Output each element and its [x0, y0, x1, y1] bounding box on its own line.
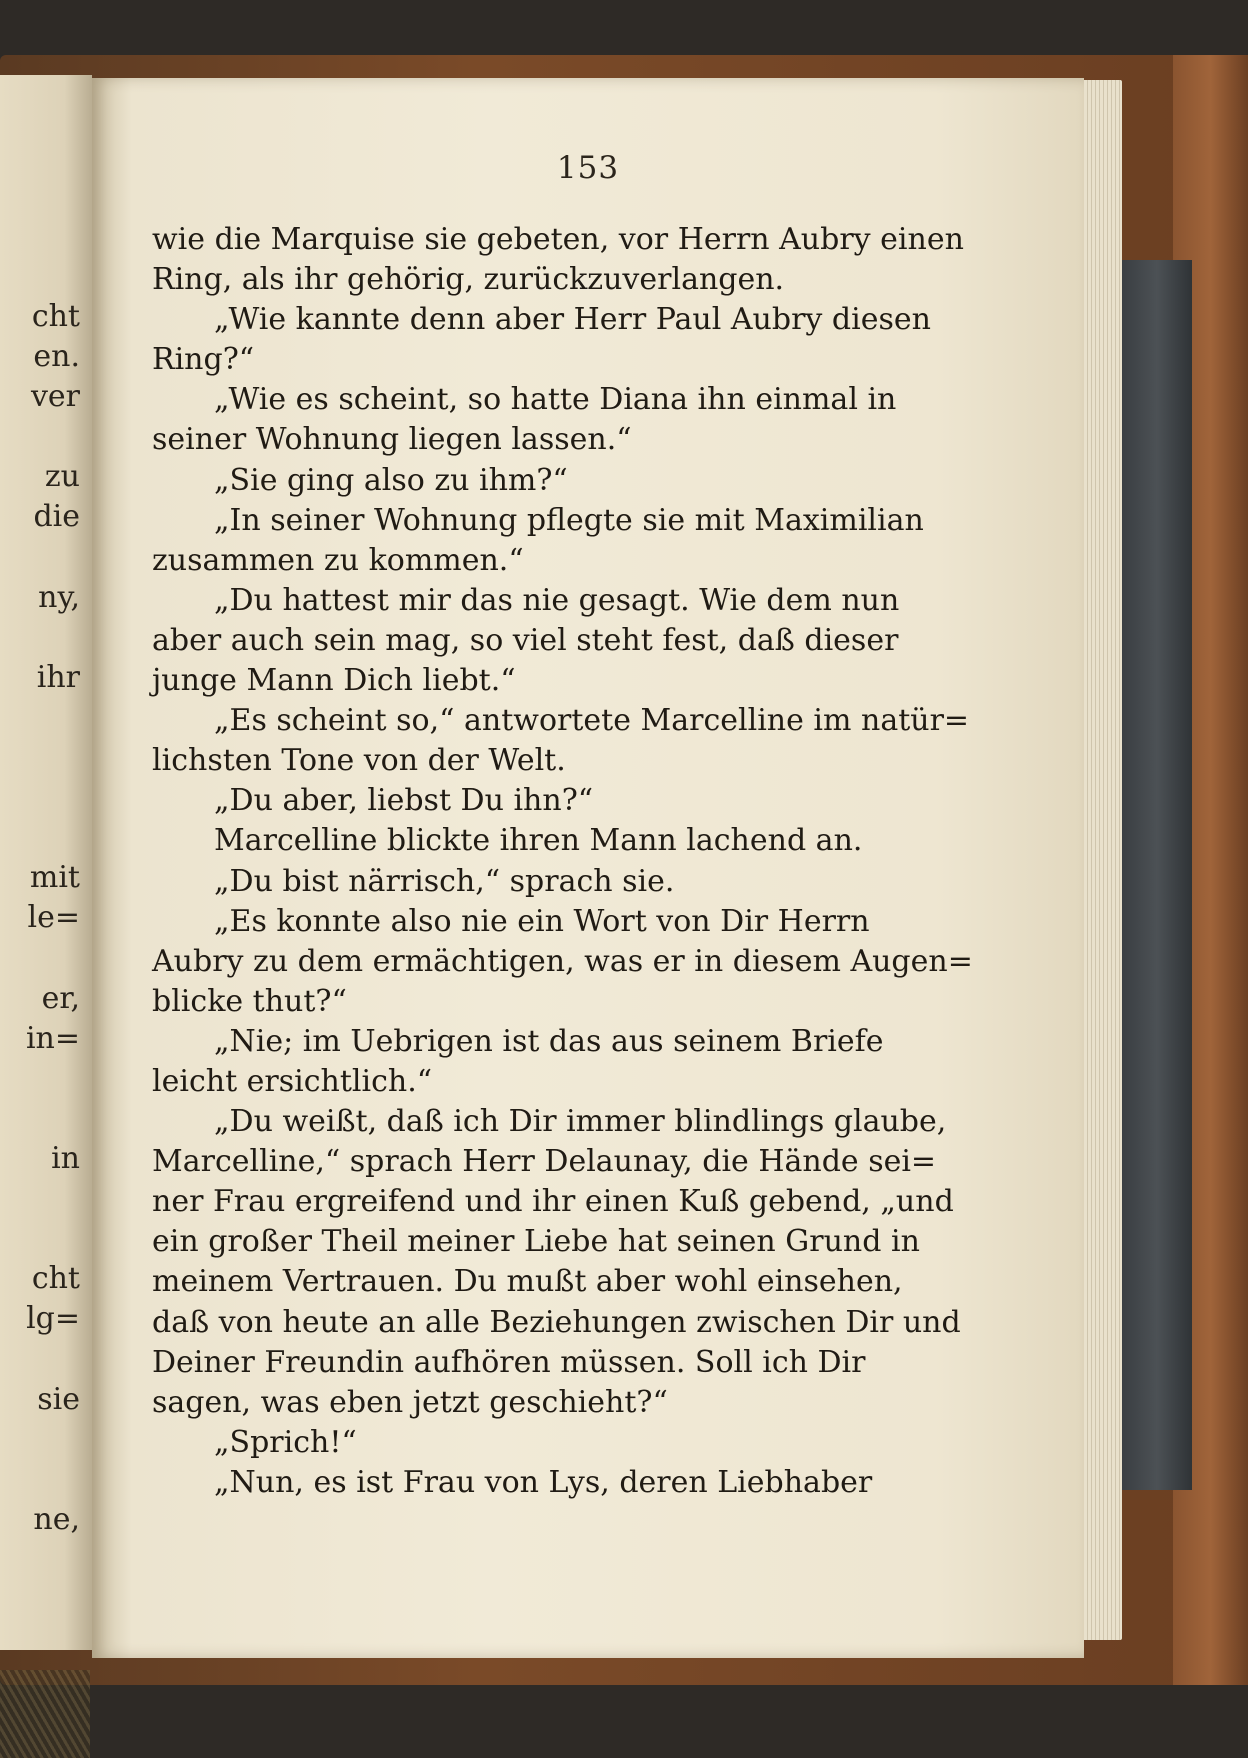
previous-page-fragment: ihr	[36, 659, 80, 695]
previous-page-fragment	[0, 1099, 80, 1139]
text-line: „Sprich!“	[214, 1424, 357, 1460]
previous-page-fragment: zu	[44, 459, 80, 495]
text-line: daß von heute an alle Beziehungen zwischen Dir und	[152, 1304, 961, 1340]
text-line: „In seiner Wohnung pflegte sie mit Maximilian	[214, 502, 924, 538]
text-line: sagen, was eben jetzt geschieht?“	[152, 1384, 668, 1420]
text-line: „Nie; im Uebrigen ist das aus seinem Briefe	[214, 1023, 884, 1059]
previous-page-text	[0, 297, 80, 1540]
previous-page-fragment	[0, 818, 80, 858]
book-page	[92, 78, 1084, 1658]
previous-page-fragment	[0, 939, 80, 979]
previous-page-fragment	[0, 618, 80, 658]
previous-page-fragment: sie	[37, 1381, 80, 1417]
previous-page-fragment	[0, 1219, 80, 1259]
previous-page-fragment: ny,	[38, 579, 80, 615]
previous-page-fragment: ne,	[33, 1501, 80, 1537]
previous-page-fragment	[0, 538, 80, 578]
previous-page-fragment	[0, 778, 80, 818]
previous-page-fragment	[0, 1339, 80, 1379]
previous-page-fragment	[0, 698, 80, 738]
page-number: 153	[556, 150, 620, 186]
previous-page-fragment: er,	[41, 980, 80, 1016]
previous-page-fragment: le=	[27, 900, 80, 936]
text-line: Marcelline,“ sprach Herr Delaunay, die Hände sei=	[152, 1144, 937, 1180]
text-line: wie die Marquise sie gebeten, vor Herrn Aubry einen	[152, 222, 964, 257]
text-line: „Du aber, liebst Du ihn?“	[214, 783, 594, 819]
previous-page-fragment: cht	[31, 1261, 80, 1297]
previous-page-fragment	[0, 1420, 80, 1460]
previous-page-fragment: in=	[25, 1020, 80, 1056]
text-line: „Es scheint so,“ antwortete Marcelline im natür=	[214, 703, 970, 739]
text-line: „Du hattest mir das nie gesagt. Wie dem nun	[214, 582, 900, 618]
text-line: Marcelline blickte ihren Mann lachend an.	[214, 823, 863, 859]
previous-page-fragment: mit	[29, 860, 80, 896]
previous-page-fragment	[0, 1460, 80, 1500]
text-line: aber auch sein mag, so viel steht fest, daß dieser	[152, 622, 899, 658]
previous-page-fragment: in	[51, 1140, 80, 1176]
previous-page-fragment: en.	[33, 339, 80, 375]
cover-marbled-panel	[1122, 260, 1192, 1490]
previous-page	[0, 75, 92, 1650]
text-line: ein großer Theil meiner Liebe hat seinen Grund in	[152, 1224, 920, 1260]
text-line: „Es konnte also nie ein Wort von Dir Herrn	[214, 903, 870, 939]
text-line: zusammen zu kommen.“	[152, 542, 524, 578]
text-line: „Nun, es ist Frau von Lys, deren Liebhaber	[214, 1464, 873, 1500]
text-line: lichsten Tone von der Welt.	[152, 743, 566, 779]
text-line: blicke thut?“	[152, 983, 347, 1019]
previous-page-fragment	[0, 1059, 80, 1099]
previous-page-fragment: ver	[30, 379, 80, 415]
previous-page-fragment: die	[33, 499, 80, 535]
text-line: „Sie ging also zu ihm?“	[214, 462, 568, 498]
text-line: „Du bist närrisch,“ sprach sie.	[214, 863, 675, 899]
previous-page-fragment: lg=	[26, 1301, 80, 1337]
text-line: „Du weißt, daß ich Dir immer blindlings glaube,	[214, 1104, 947, 1140]
text-line: meinem Vertrauen. Du mußt aber wohl einsehen,	[152, 1264, 903, 1300]
text-line: ner Frau ergreifend und ihr einen Kuß gebend, „und	[152, 1184, 954, 1220]
bookmark-tassel	[0, 1670, 90, 1758]
text-line: „Wie kannte denn aber Herr Paul Aubry diesen	[214, 302, 931, 338]
text-line: Ring, als ihr gehörig, zurückzuverlangen.	[152, 262, 785, 298]
previous-page-fragment: cht	[31, 299, 80, 334]
previous-page-fragment	[0, 417, 80, 457]
previous-page-fragment	[0, 738, 80, 778]
text-line: „Wie es scheint, so hatte Diana ihn einmal in	[214, 382, 897, 418]
previous-page-fragment	[0, 1179, 80, 1219]
text-line: seiner Wohnung liegen lassen.“	[152, 422, 632, 458]
text-line: junge Mann Dich liebt.“	[152, 663, 516, 699]
text-line: Deiner Freundin aufhören müssen. Soll ich Dir	[152, 1344, 866, 1380]
text-line: Ring?“	[152, 342, 255, 378]
text-line: leicht ersichtlich.“	[152, 1063, 433, 1099]
text-line: Aubry zu dem ermächtigen, was er in diesem Augen=	[152, 943, 973, 979]
page-text	[152, 220, 1034, 1503]
